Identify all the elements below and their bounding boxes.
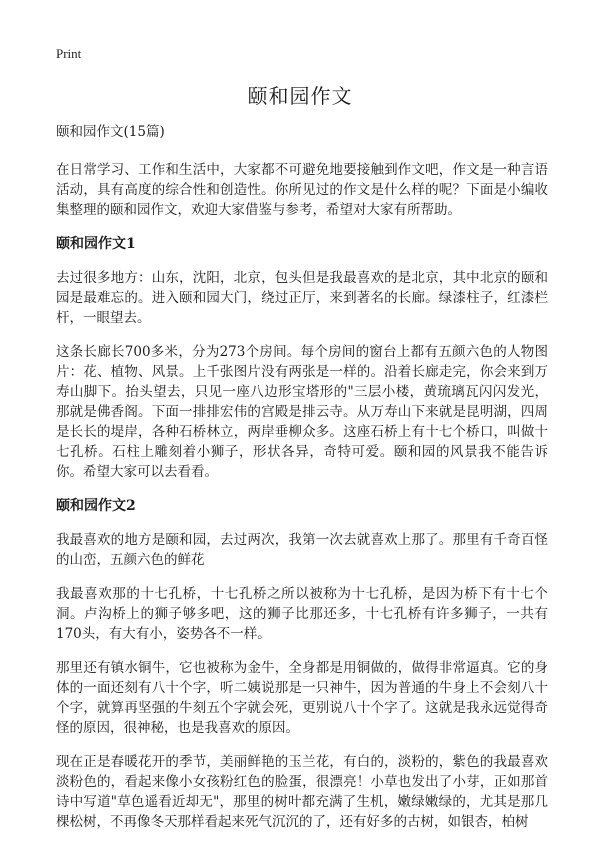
article-subtitle: 颐和园作文(15篇) xyxy=(56,124,165,140)
section-heading-1: 颐和园作文1 xyxy=(56,236,136,252)
section-2-paragraph-3: 那里还有镇水铜牛，它也被称为金牛，全身都是用铜做的，做得非常逼真。它的身体的一面还刻有八十个字，听二姨说那是一只神牛，因为普通的牛身上不会刻八十个字，就算再坚强的牛刻五个字就会死，更别说八十个字了。这就是我永远觉得奇怪的原因，很神秘，也是我喜欢的原因。 xyxy=(56,660,548,736)
page-title: 颐和园作文 xyxy=(247,84,353,108)
article-body xyxy=(56,122,548,846)
section-heading-2: 颐和园作文2 xyxy=(56,498,136,514)
section-2-paragraph-4: 现在正是春暖花开的季节，美丽鲜艳的玉兰花，有白的，淡粉的，紫色的我最喜欢淡粉色的，看起来像小女孩粉红色的脸蛋，很漂亮！小草也发出了小芽，正如那首诗中写道"草色遥看近却无"，那里的树叶都充满了生机，嫩绿嫩绿的，尤其是那几棵松树，不再像冬天那样看起来死气沉沉的了，还有好多的古树，如银杏，柏树 xyxy=(56,754,548,830)
print-link[interactable]: Print xyxy=(56,46,82,61)
intro-paragraph: 在日常学习、工作和生活中，大家都不可避免地要接触到作文吧，作文是一种言语活动，具有高度的综合性和创造性。你所见过的作文是什么样的呢？下面是小编收集整理的颐和园作文，欢迎大家借鉴与参考，希望对大家有所帮助。 xyxy=(56,162,548,218)
section-1-paragraph-2: 这条长廊长700多米，分为273个房间。每个房间的窗台上都有五颜六色的人物图片：花、植物、风景。上千张图片没有两张是一样的。沿着长廊走完，你会来到万寿山脚下。抬头望去，只见一座八边形宝塔形的"三层小楼，黄琉璃瓦闪闪发光，那就是佛香阁。下面一排排宏伟的宫殿是排云寺。从万寿山下来就是昆明湖，四周是长长的堤岸，各种石桥林立，两岸垂柳众多。这座石桥上有十七个桥口，叫做十七孔桥。石柱上雕刻着小狮子，形状各异，奇特可爱。颐和园的风景我不能告诉你。希望大家可以去看看。 xyxy=(56,344,548,480)
section-2-paragraph-2: 我最喜欢那的十七孔桥，十七孔桥之所以被称为十七孔桥，是因为桥下有十七个洞。卢沟桥上的狮子够多吧，这的狮子比那还多，十七孔桥有许多狮子，一共有170头，有大有小，姿势各不一样。 xyxy=(56,586,548,642)
section-1-paragraph-1: 去过很多地方：山东，沈阳，北京，包头但是我最喜欢的是北京，其中北京的颐和园是最难忘的。进入颐和园大门，绕过正厅，来到著名的长廊。绿漆柱子，红漆栏杆，一眼望去。 xyxy=(56,270,548,326)
section-2-paragraph-1: 我最喜欢的地方是颐和园，去过两次，我第一次去就喜欢上那了。那里有千奇百怪的山峦，五颜六色的鲜花 xyxy=(56,532,548,568)
